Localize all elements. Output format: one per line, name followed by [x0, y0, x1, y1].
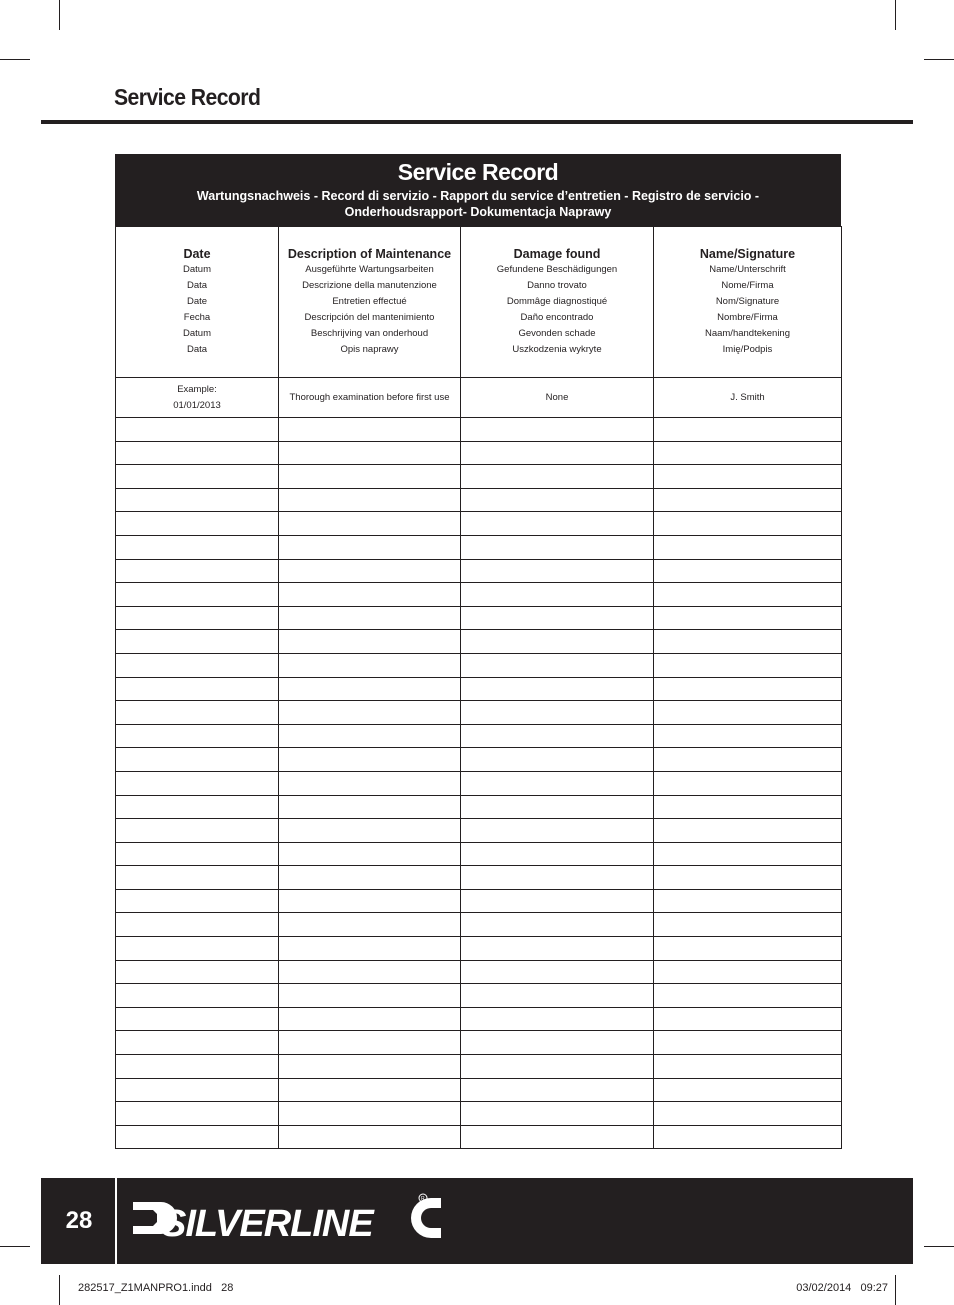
description-cell	[279, 441, 461, 465]
translation: Ausgeführte Wartungsarbeiten	[305, 264, 434, 275]
record-row	[116, 960, 842, 984]
damage-cell	[461, 701, 654, 725]
signature-cell	[654, 701, 842, 725]
signature-cell	[654, 819, 842, 843]
column-header-row	[116, 227, 842, 378]
record-row	[116, 441, 842, 465]
translation: Uszkodzenia wykryte	[512, 344, 602, 355]
date-cell	[116, 1055, 279, 1079]
table-subtitle: Wartungsnachweis - Record di servizio - Rapport du service d’entretien - Registro de servicio - Onderhoudsrapport- Dokumentacja Naprawy	[196, 189, 760, 219]
date-cell	[116, 559, 279, 583]
record-row	[116, 748, 842, 772]
signature-cell	[654, 441, 842, 465]
date-cell	[116, 771, 279, 795]
record-row	[116, 889, 842, 913]
crop-mark	[924, 1246, 954, 1247]
date-cell	[116, 465, 279, 489]
translation: Entretien effectué	[332, 296, 407, 307]
signature-cell	[654, 1055, 842, 1079]
damage-cell	[461, 1055, 654, 1079]
column-label: Date	[183, 247, 211, 261]
example-date: 01/01/2013	[173, 399, 221, 411]
damage-cell	[461, 535, 654, 559]
translation: Descrizione della manutenzione	[302, 280, 437, 291]
date-cell	[116, 913, 279, 937]
date-cell	[116, 488, 279, 512]
description-cell	[279, 701, 461, 725]
record-row	[116, 1031, 842, 1055]
translation: Imię/Podpis	[722, 344, 773, 355]
damage-cell	[461, 418, 654, 442]
description-cell	[279, 866, 461, 890]
record-row	[116, 583, 842, 607]
damage-cell	[461, 441, 654, 465]
damage-cell	[461, 913, 654, 937]
record-row	[116, 819, 842, 843]
description-cell	[279, 748, 461, 772]
damage-cell	[461, 606, 654, 630]
record-row	[116, 913, 842, 937]
damage-cell	[461, 866, 654, 890]
column-header-description	[279, 227, 461, 378]
record-row	[116, 1102, 842, 1126]
crop-mark	[59, 0, 60, 30]
crop-mark	[0, 1246, 30, 1247]
signature-cell	[654, 889, 842, 913]
signature-cell	[654, 866, 842, 890]
signature-cell	[654, 748, 842, 772]
description-cell	[279, 630, 461, 654]
damage-cell	[461, 889, 654, 913]
damage-cell	[461, 1125, 654, 1149]
damage-cell	[461, 748, 654, 772]
translation: Dommâge diagnostiqué	[506, 296, 608, 307]
description-cell	[279, 1102, 461, 1126]
damage-cell	[461, 795, 654, 819]
damage-cell	[461, 1102, 654, 1126]
print-date: 03/02/2014 09:27	[796, 1282, 888, 1294]
date-cell	[116, 1125, 279, 1149]
date-cell	[116, 583, 279, 607]
signature-cell	[654, 465, 842, 489]
record-row	[116, 724, 842, 748]
signature-cell	[654, 937, 842, 961]
column-header-date	[116, 227, 279, 378]
description-cell	[279, 1007, 461, 1031]
date-cell	[116, 441, 279, 465]
damage-cell	[461, 819, 654, 843]
damage-cell	[461, 630, 654, 654]
service-record-table	[115, 154, 841, 1149]
description-cell	[279, 465, 461, 489]
description-cell	[279, 913, 461, 937]
translation: Fecha	[183, 312, 211, 323]
signature-cell	[654, 1125, 842, 1149]
translation: Opis naprawy	[340, 344, 399, 355]
description-cell	[279, 606, 461, 630]
translation: Gevonden schade	[518, 328, 596, 339]
signature-cell	[654, 1007, 842, 1031]
translation: Daño encontrado	[520, 312, 594, 323]
damage-cell	[461, 771, 654, 795]
crop-mark	[0, 59, 30, 60]
signature-cell	[654, 842, 842, 866]
damage-cell	[461, 653, 654, 677]
logo-wordmark: SILVERLINE	[161, 1203, 373, 1245]
date-cell	[116, 1007, 279, 1031]
crop-mark	[895, 1275, 896, 1305]
signature-cell	[654, 606, 842, 630]
example-row	[116, 378, 842, 418]
signature-cell	[654, 913, 842, 937]
translation: Nom/Signature	[715, 296, 780, 307]
description-cell	[279, 724, 461, 748]
signature-cell	[654, 1102, 842, 1126]
record-row	[116, 984, 842, 1008]
damage-cell	[461, 1007, 654, 1031]
file-info: 282517_Z1MANPRO1.indd 28	[78, 1282, 234, 1294]
description-cell	[279, 960, 461, 984]
date-cell	[116, 984, 279, 1008]
date-cell	[116, 889, 279, 913]
title-rule	[41, 120, 913, 124]
table-header	[115, 154, 841, 226]
damage-cell	[461, 512, 654, 536]
date-cell	[116, 535, 279, 559]
description-cell	[279, 583, 461, 607]
date-cell	[116, 1102, 279, 1126]
damage-cell	[461, 488, 654, 512]
signature-cell	[654, 583, 842, 607]
date-cell	[116, 606, 279, 630]
date-cell	[116, 819, 279, 843]
date-cell	[116, 630, 279, 654]
damage-cell	[461, 984, 654, 1008]
record-row	[116, 937, 842, 961]
description-cell	[279, 771, 461, 795]
description-cell	[279, 1125, 461, 1149]
date-cell	[116, 418, 279, 442]
damage-cell	[461, 842, 654, 866]
footer-bar	[41, 1178, 913, 1264]
page-number: 28	[65, 1207, 93, 1234]
date-cell	[116, 1031, 279, 1055]
description-cell	[279, 795, 461, 819]
date-cell	[116, 512, 279, 536]
signature-cell	[654, 795, 842, 819]
signature-cell	[654, 488, 842, 512]
description-cell	[279, 889, 461, 913]
column-header-signature	[654, 227, 842, 378]
description-cell	[279, 1055, 461, 1079]
record-row	[116, 418, 842, 442]
signature-cell	[654, 512, 842, 536]
date-cell	[116, 701, 279, 725]
damage-cell	[461, 583, 654, 607]
description-cell	[279, 984, 461, 1008]
record-row	[116, 465, 842, 489]
translation: Data	[186, 344, 208, 355]
crop-mark	[895, 0, 896, 30]
date-cell	[116, 960, 279, 984]
record-row	[116, 866, 842, 890]
description-cell	[279, 512, 461, 536]
column-label: Description of Maintenance	[287, 247, 452, 261]
record-row	[116, 677, 842, 701]
description-cell	[279, 653, 461, 677]
translation: Beschrijving van onderhoud	[310, 328, 429, 339]
signature-cell	[654, 630, 842, 654]
silverline-logo	[131, 1186, 471, 1256]
damage-cell	[461, 559, 654, 583]
translation: Descripción del mantenimiento	[304, 312, 435, 323]
record-row	[116, 842, 842, 866]
description-cell	[279, 1078, 461, 1102]
description-cell	[279, 488, 461, 512]
example-signature: J. Smith	[654, 378, 842, 418]
date-cell	[116, 795, 279, 819]
translation: Name/Unterschrift	[709, 264, 786, 275]
translation: Data	[186, 280, 208, 291]
signature-cell	[654, 1031, 842, 1055]
translation: Datum	[183, 264, 211, 275]
crop-mark	[59, 1275, 60, 1305]
column-header-damage	[461, 227, 654, 378]
description-cell	[279, 535, 461, 559]
signature-cell	[654, 960, 842, 984]
column-label: Damage found	[513, 247, 601, 261]
description-cell	[279, 677, 461, 701]
record-row	[116, 488, 842, 512]
column-label: Name/Signature	[699, 247, 796, 261]
description-cell	[279, 842, 461, 866]
date-cell	[116, 748, 279, 772]
record-row	[116, 1055, 842, 1079]
translation: Gefundene Beschädigungen	[496, 264, 618, 275]
signature-cell	[654, 677, 842, 701]
date-cell	[116, 842, 279, 866]
record-grid	[115, 226, 842, 1149]
description-cell	[279, 559, 461, 583]
record-row	[116, 630, 842, 654]
example-damage: None	[461, 378, 654, 418]
date-cell	[116, 866, 279, 890]
record-row	[116, 701, 842, 725]
record-row	[116, 1078, 842, 1102]
date-cell	[116, 677, 279, 701]
table-title: Service Record	[397, 159, 559, 185]
damage-cell	[461, 937, 654, 961]
signature-cell	[654, 984, 842, 1008]
date-cell	[116, 937, 279, 961]
record-row	[116, 1007, 842, 1031]
damage-cell	[461, 1078, 654, 1102]
record-row	[116, 795, 842, 819]
record-row	[116, 606, 842, 630]
date-cell	[116, 1078, 279, 1102]
translation: Nombre/Firma	[717, 312, 778, 323]
date-cell	[116, 724, 279, 748]
record-row	[116, 1125, 842, 1149]
description-cell	[279, 819, 461, 843]
translation: Datum	[183, 328, 211, 339]
signature-cell	[654, 724, 842, 748]
signature-cell	[654, 771, 842, 795]
date-cell	[116, 653, 279, 677]
record-row	[116, 559, 842, 583]
footer-divider	[115, 1178, 117, 1264]
translation: Date	[186, 296, 208, 307]
signature-cell	[654, 1078, 842, 1102]
description-cell	[279, 1031, 461, 1055]
signature-cell	[654, 653, 842, 677]
signature-cell	[654, 535, 842, 559]
record-row	[116, 771, 842, 795]
page-title: Service Record	[114, 84, 261, 110]
translation: Nome/Firma	[721, 280, 774, 291]
signature-cell	[654, 418, 842, 442]
example-date-cell	[116, 378, 279, 418]
crop-mark	[924, 59, 954, 60]
record-row	[116, 512, 842, 536]
description-cell	[279, 937, 461, 961]
damage-cell	[461, 724, 654, 748]
translation: Danno trovato	[527, 280, 587, 291]
damage-cell	[461, 1031, 654, 1055]
record-row	[116, 653, 842, 677]
svg-text:R: R	[421, 1196, 425, 1202]
damage-cell	[461, 960, 654, 984]
example-label: Example:	[177, 383, 217, 395]
translation: Naam/handtekening	[704, 328, 791, 339]
damage-cell	[461, 465, 654, 489]
damage-cell	[461, 677, 654, 701]
description-cell	[279, 418, 461, 442]
example-description: Thorough examination before first use	[279, 378, 461, 418]
signature-cell	[654, 559, 842, 583]
record-row	[116, 535, 842, 559]
